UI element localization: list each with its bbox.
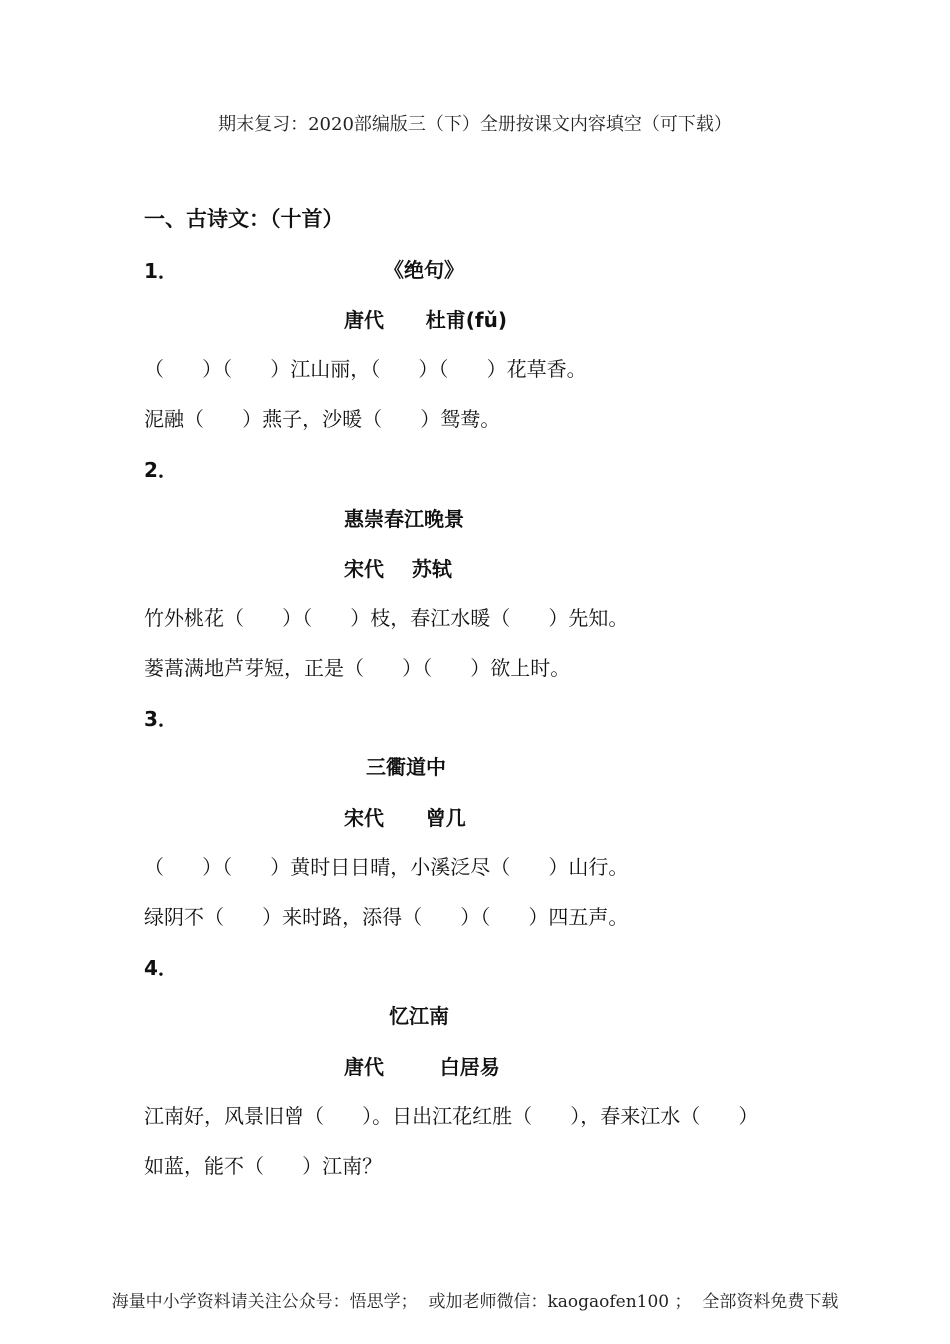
page-footer: 海量中小学资料请关注公众号：悟思学； 或加老师微信：kaogaofen100 ； 全部资料免费下载 xyxy=(111,1292,839,1312)
poem-line: 蒌蒿满地芦芽短，正是（ ）（ ）欲上时。 xyxy=(144,656,571,680)
poem-line: 如蓝，能不（ ）江南？ xyxy=(144,1154,383,1178)
poem-title: 《绝句》 xyxy=(384,258,464,282)
poem-number: 1． xyxy=(144,259,178,283)
poem-line: （ ）（ ）黄时日日晴，小溪泛尽（ ）山行。 xyxy=(144,855,629,879)
poem-number: 4． xyxy=(144,956,178,980)
poem-title: 忆江南 xyxy=(389,1004,449,1028)
poem-author: 唐代 白居易 xyxy=(344,1055,500,1079)
section-title: 一、古诗文：（十首） xyxy=(144,207,344,231)
poem-title: 惠崇春江晚景 xyxy=(344,507,464,531)
poem-number: 2． xyxy=(144,458,178,482)
poem-line: 竹外桃花（ ）（ ）枝，春江水暖（ ）先知。 xyxy=(144,606,629,630)
poem-line: （ ）（ ）江山丽，（ ）（ ）花草香。 xyxy=(144,357,587,381)
poem-number: 3． xyxy=(144,707,178,731)
poem-title: 三衢道中 xyxy=(366,755,446,779)
poem-line: 泥融（ ）燕子，沙暖（ ）鸳鸯。 xyxy=(144,407,501,431)
poem-line: 绿阴不（ ）来时路，添得（ ）（ ）四五声。 xyxy=(144,905,629,929)
poem-author: 唐代 杜甫(fǔ) xyxy=(344,308,507,332)
poem-author: 宋代 曾几 xyxy=(344,806,466,830)
poem-line: 江南好，风景旧曾（ ）。日出江花红胜（ ），春来江水（ ） xyxy=(144,1104,759,1128)
page-header: 期末复习：2020部编版三（下）全册按课文内容填空（可下载） xyxy=(218,114,732,135)
poem-author: 宋代 苏轼 xyxy=(344,557,452,581)
